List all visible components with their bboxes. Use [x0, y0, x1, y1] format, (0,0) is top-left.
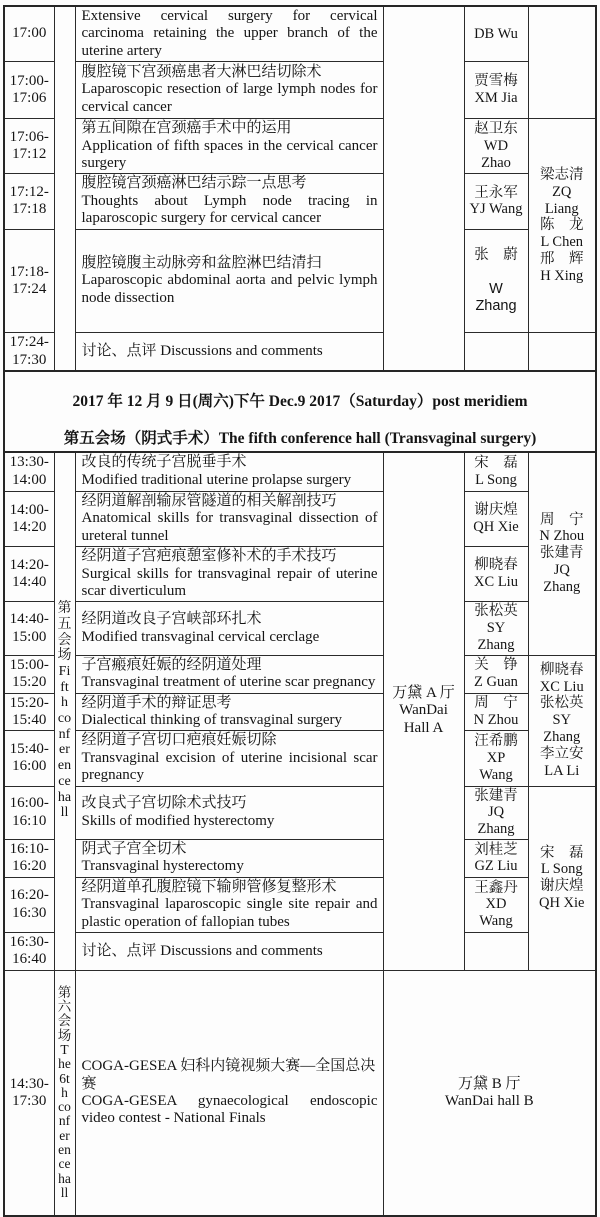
speaker-name-en: W Zhang [475, 280, 517, 314]
time-cell: 15:20- 15:40 [4, 693, 54, 731]
session-title-en: COGA-GESEA gynaecological endoscopic video contest - National Finals [81, 1092, 378, 1127]
speaker-cell: 汪希鹏 XP Wang [464, 731, 528, 786]
session-title-cell [75, 602, 383, 655]
time-cell: 13:30- 14:00 [4, 452, 54, 492]
speaker-cell: 宋 磊 L Song [464, 452, 528, 492]
time-cell: 14:40- 15:00 [4, 602, 54, 655]
session-title-en: Laparoscopic resection of large lymph nodes for cervical cancer [81, 81, 378, 115]
session-title-en: Transvaginal excision of uterine incisional scar pregnancy [81, 749, 378, 784]
session-title-en: Transvaginal hysterectomy [81, 858, 244, 875]
session-title-zh: 阴式子宫全切术 [81, 841, 187, 857]
session-title-zh: COGA-GESEA 妇科内镜视频大赛—全国总决赛 [81, 1058, 376, 1092]
session-title-en: Skills of modified hysterectomy [81, 812, 275, 829]
session-title-cell [75, 452, 383, 492]
session-title-en: Laparoscopic abdominal aorta and pelvic lymph node dissection [81, 272, 378, 306]
speaker-cell: 王鑫丹 XD Wang [464, 877, 528, 932]
speaker-cell: 赵卫东 WD Zhao [464, 119, 528, 174]
speaker-cell: 张建青 JQ Zhang [464, 786, 528, 839]
session-title-cell [75, 693, 383, 731]
session-title-cell [75, 877, 383, 932]
session-title-cell [75, 547, 383, 602]
session-title-cell [75, 492, 383, 547]
section-header-date: 2017 年 12 月 9 日(周六)下午 Dec.9 2017（Saturday）post meridiem [72, 392, 528, 410]
speaker-cell: DB Wu [464, 6, 528, 62]
session-title-zh: 腹腔镜腹主动脉旁和盆腔淋巴结清扫 [81, 254, 322, 271]
session-title-cell [75, 655, 383, 693]
session-title-cell [75, 731, 383, 786]
chair-cell: 宋 磊 L Song 谢庆煌 QH Xie [528, 786, 596, 970]
speaker-cell-empty [464, 932, 528, 970]
discussion-label: 讨论、点评 Discussions and comments [81, 343, 323, 360]
speaker-cell: 张松英 SY Zhang [464, 602, 528, 655]
session-title-zh: 第五间隙在宫颈癌手术中的运用 [81, 120, 292, 137]
hall-cell: 万黛 B 厅 WanDai hall B [383, 970, 596, 1216]
session-title-zh: 腹腔镜宫颈癌淋巴结示踪一点思考 [81, 175, 307, 192]
session-title-zh: 经阴道改良子宫峡部环扎术 [81, 611, 262, 628]
session-title-cell [75, 62, 383, 119]
session-title-cell [75, 786, 383, 839]
speaker-cell [464, 229, 528, 333]
session-title-cell [75, 229, 383, 333]
speaker-cell: 关 铮 Z Guan [464, 655, 528, 693]
time-cell: 16:30- 16:40 [4, 932, 54, 970]
time-cell: 16:00- 16:10 [4, 786, 54, 839]
hall-label-vertical: 第 六 会 场 T he 6t h co nf er en ce ha ll [54, 970, 75, 1216]
time-cell: 16:20- 16:30 [4, 877, 54, 932]
session-title-cell [75, 840, 383, 878]
session-title-zh: 经阴道单孔腹腔镜下输卵管修复整形术 [81, 878, 337, 895]
time-cell: 15:40- 16:00 [4, 731, 54, 786]
session-title-zh: 经阴道手术的辩证思考 [81, 694, 232, 711]
session-title-cell [75, 174, 383, 229]
session-title-cell [75, 970, 383, 1216]
section-header [4, 371, 596, 451]
chair-cell: 梁志清 ZQ Liang 陈 龙 L Chen 邢 辉 H Xing [528, 119, 596, 333]
conference-schedule-table [3, 5, 597, 1217]
time-cell: 15:00- 15:20 [4, 655, 54, 693]
time-cell: 14:00- 14:20 [4, 492, 54, 547]
speaker-cell: 贾雪梅 XM Jia [464, 62, 528, 119]
session-title-en: Transvaginal laparoscopic single site repair and plastic operation of fallopian tubes [81, 896, 378, 930]
time-cell: 17:12- 17:18 [4, 174, 54, 229]
speaker-cell: 周 宁 N Zhou [464, 693, 528, 731]
hall-cell: 万黛 A 厅 WanDai Hall A [383, 452, 464, 971]
session-title-en: Surgical skills for transvaginal repair of uterine scar diverticulum [81, 565, 378, 599]
hall-label-column-empty [54, 6, 75, 371]
session-title-en: Dialectical thinking of transvaginal surgery [81, 712, 342, 728]
discussion-cell [75, 932, 383, 970]
session-title-cell [75, 6, 383, 62]
speaker-name-zh: 张 蔚 [474, 247, 518, 264]
time-cell: 14:30- 17:30 [4, 970, 54, 1216]
speaker-cell: 谢庆煌 QH Xie [464, 492, 528, 547]
time-cell: 17:00- 17:06 [4, 62, 54, 119]
session-title-en: Transvaginal treatment of uterine scar pregnancy [81, 674, 376, 691]
time-cell: 17:18- 17:24 [4, 229, 54, 333]
session-title-zh: 经阴道解剖输尿管隧道的相关解剖技巧 [81, 493, 337, 510]
time-cell: 14:20- 14:40 [4, 547, 54, 602]
section-header-hall: 第五会场（阴式手术）The fifth conference hall (Transvaginal surgery) [63, 429, 537, 447]
session-title-en: Extensive cervical surgery for cervical carcinoma retaining the upper branch of the uterine artery [81, 8, 378, 59]
time-cell: 17:00 [4, 6, 54, 62]
chair-cell-empty [528, 6, 596, 119]
session-title-zh: 改良式子宫切除术式技巧 [81, 795, 247, 812]
hall-label-vertical: 第 五 会 场 Fi ft h co nf er en ce ha ll [54, 452, 75, 971]
session-title-zh: 改良的传统子宫脱垂手术 [81, 454, 247, 471]
speaker-cell: 刘桂芝 GZ Liu [464, 840, 528, 878]
speaker-cell: 柳晓春 XC Liu [464, 547, 528, 602]
discussion-cell [75, 333, 383, 371]
session-title-zh: 经阴道子宫疤痕憩室修补术的手术技巧 [81, 548, 337, 565]
speaker-cell-empty [464, 333, 528, 371]
session-title-cell [75, 119, 383, 174]
session-title-en: Anatomical skills for transvaginal dissection of ureteral tunnel [81, 510, 378, 544]
discussion-label: 讨论、点评 Discussions and comments [81, 942, 323, 959]
session-title-zh: 子宫瘢痕妊娠的经阴道处理 [81, 656, 262, 673]
speaker-cell: 王永军 YJ Wang [464, 174, 528, 229]
session-title-en: Modified traditional uterine prolapse surgery [81, 471, 352, 488]
session-title-en: Application of fifth spaces in the cervical cancer surgery [81, 137, 378, 171]
time-cell: 16:10- 16:20 [4, 840, 54, 878]
time-cell: 17:24- 17:30 [4, 333, 54, 371]
time-cell: 17:06- 17:12 [4, 119, 54, 174]
chair-cell-empty [528, 333, 596, 371]
hall-cell-empty [383, 6, 464, 371]
session-title-zh: 腹腔镜下宫颈癌患者大淋巴结切除术 [81, 64, 322, 81]
session-title-en: Modified transvaginal cervical cerclage [81, 628, 320, 645]
session-title-en: Thoughts about Lymph node tracing in laparoscopic surgery for cervical cancer [81, 192, 378, 227]
chair-cell: 柳晓春 XC Liu 张松英 SY Zhang 李立安 LA Li [528, 655, 596, 786]
session-title-zh: 经阴道子宫切口疤痕妊娠切除 [81, 732, 277, 749]
chair-cell: 周 宁 N Zhou 张建青 JQ Zhang [528, 452, 596, 656]
